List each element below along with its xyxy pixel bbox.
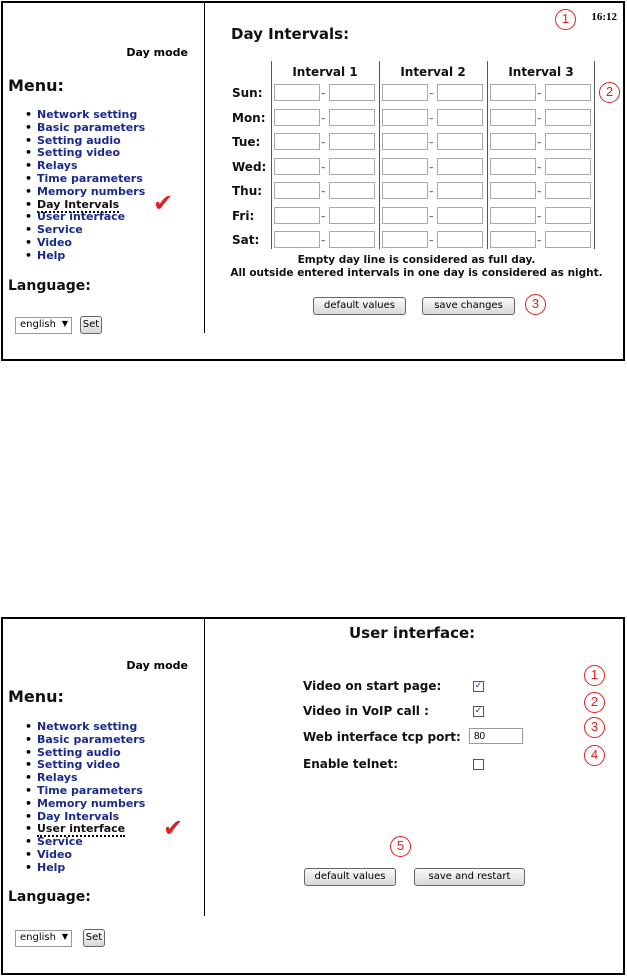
menu-item-relays[interactable]: • Relays <box>25 771 78 785</box>
user-interface-panel <box>1 617 625 975</box>
tcp-port-label: Web interface tcp port: <box>303 730 461 744</box>
interval-end-input[interactable] <box>329 207 375 224</box>
interval-end-input[interactable] <box>437 182 483 199</box>
save-and-restart-button[interactable]: save and restart <box>414 868 525 886</box>
interval-end-input[interactable] <box>545 158 591 175</box>
day-label: Thu: <box>232 184 263 198</box>
default-values-button[interactable]: default values <box>313 297 406 315</box>
interval-end-input[interactable] <box>437 109 483 126</box>
interval-start-input[interactable] <box>274 84 320 101</box>
interval-dash: – <box>321 138 326 148</box>
interval-end-input[interactable] <box>329 231 375 248</box>
day-label: Fri: <box>232 208 255 223</box>
menu-item-network-setting[interactable]: • Network setting <box>25 108 138 121</box>
telnet-checkbox[interactable] <box>473 759 484 770</box>
menu-item-basic-parameters[interactable]: • Basic parameters <box>25 732 146 746</box>
interval-end-input[interactable] <box>329 109 375 126</box>
day-intervals-panel <box>1 1 625 361</box>
video-voip-checkbox[interactable]: ✓ <box>474 706 483 716</box>
interval-end-input[interactable] <box>545 109 591 126</box>
interval-dash: – <box>429 211 434 222</box>
language-select[interactable]: english ▼ <box>15 930 72 947</box>
clock: 16:12 <box>591 11 617 23</box>
interval-end-input[interactable] <box>545 84 591 101</box>
language-set-button[interactable]: Set <box>80 316 102 334</box>
interval-dash: – <box>429 236 434 246</box>
callout-1: 1 <box>555 9 576 30</box>
interval-end-input[interactable] <box>545 133 591 150</box>
interval-start-input[interactable] <box>490 182 536 199</box>
menu-item-day-intervals[interactable]: • Day Intervals <box>25 197 120 211</box>
callout-4: 4 <box>584 745 605 766</box>
day-label: Sun: <box>232 86 263 100</box>
interval-dash: – <box>537 211 542 222</box>
menu-item-basic-parameters[interactable]: • Basic parameters <box>25 120 146 134</box>
interval-end-input[interactable] <box>437 84 483 101</box>
interval-start-input[interactable] <box>490 231 536 248</box>
grid-line <box>487 61 488 249</box>
interval-start-input[interactable] <box>490 84 536 101</box>
checkmark-icon: ✔ <box>163 814 184 842</box>
interval-end-input[interactable] <box>545 231 591 248</box>
interval-dash: – <box>537 187 542 197</box>
interval-end-input[interactable] <box>545 182 591 199</box>
day-label: Tue: <box>232 135 261 149</box>
interval-dash: – <box>321 187 326 197</box>
interval-start-input[interactable] <box>382 109 428 126</box>
mode-indicator: Day mode <box>126 46 188 59</box>
menu-item-memory-numbers[interactable]: • Memory numbers <box>25 184 146 198</box>
interval-end-input[interactable] <box>437 207 483 224</box>
callout-3: 3 <box>584 717 605 738</box>
video-start-page-checkbox[interactable]: ✓ <box>474 681 483 691</box>
interval-start-input[interactable] <box>490 207 536 224</box>
divider <box>204 619 205 916</box>
interval-start-input[interactable] <box>382 182 428 199</box>
menu-item-user-interface[interactable]: • User interface <box>25 210 126 224</box>
menu-item-relays[interactable]: • Relays <box>25 159 78 173</box>
interval-start-input[interactable] <box>274 231 320 248</box>
interval-start-input[interactable] <box>382 158 428 175</box>
video-start-page-label: Video on start page: <box>303 679 442 693</box>
interval-1-header: Interval 1 <box>292 65 358 79</box>
interval-start-input[interactable] <box>382 231 428 248</box>
language-title: Language: <box>8 278 91 294</box>
language-title: Language: <box>8 889 91 905</box>
page-title: User interface: <box>349 624 476 642</box>
menu-title: Menu: <box>8 687 64 706</box>
interval-dash: – <box>321 162 326 173</box>
save-changes-button[interactable]: save changes <box>422 297 515 315</box>
callout-2: 2 <box>599 82 620 103</box>
language-select[interactable]: english ▼ <box>15 317 72 334</box>
grid-line <box>379 61 380 249</box>
interval-dash: – <box>429 113 434 124</box>
interval-end-input[interactable] <box>329 158 375 175</box>
sidebar <box>3 3 204 359</box>
default-values-button[interactable]: default values <box>304 868 396 886</box>
interval-start-input[interactable] <box>382 133 428 150</box>
interval-start-input[interactable] <box>490 109 536 126</box>
interval-start-input[interactable] <box>382 207 428 224</box>
note-night: All outside entered intervals in one day is considered as night. <box>230 267 603 279</box>
day-label: Wed: <box>232 159 267 174</box>
callout-3: 3 <box>525 294 546 315</box>
interval-dash: – <box>321 113 326 124</box>
interval-start-input[interactable] <box>274 207 320 224</box>
tcp-port-input[interactable] <box>469 728 523 744</box>
menu-title: Menu: <box>8 76 64 95</box>
menu-list <box>25 721 145 875</box>
interval-dash: – <box>537 236 542 246</box>
sidebar <box>3 619 204 973</box>
interval-dash: – <box>429 89 434 99</box>
interval-start-input[interactable] <box>490 133 536 150</box>
interval-dash: – <box>321 211 326 222</box>
interval-3-header: Interval 3 <box>508 65 574 79</box>
callout-5: 5 <box>390 836 411 857</box>
day-label: Sat: <box>232 233 260 247</box>
chevron-down-icon: ▼ <box>61 932 68 941</box>
interval-dash: – <box>537 138 542 148</box>
menu-item-time-parameters[interactable]: • Time parameters <box>25 171 143 185</box>
interval-2-header: Interval 2 <box>400 65 466 79</box>
menu-item-service[interactable]: • Service <box>25 835 83 849</box>
interval-end-input[interactable] <box>437 158 483 175</box>
interval-end-input[interactable] <box>329 84 375 101</box>
interval-dash: – <box>537 162 542 173</box>
callout-2: 2 <box>584 692 605 713</box>
language-set-button[interactable]: Set <box>83 929 105 947</box>
page-title: Day Intervals: <box>231 25 350 43</box>
interval-dash: – <box>321 236 326 246</box>
menu-item-network-setting[interactable]: • Network setting <box>25 720 138 733</box>
menu-item-service[interactable]: • Service <box>25 223 83 237</box>
chevron-down-icon: ▼ <box>61 319 68 328</box>
menu-item-setting-video[interactable]: • Setting video <box>25 758 121 772</box>
menu-item-setting-video[interactable]: • Setting video <box>25 146 121 160</box>
interval-end-input[interactable] <box>437 231 483 248</box>
interval-end-input[interactable] <box>545 207 591 224</box>
interval-start-input[interactable] <box>274 133 320 150</box>
interval-start-input[interactable] <box>274 109 320 126</box>
video-voip-label: Video in VoIP call : <box>303 704 429 718</box>
menu-list <box>25 109 145 263</box>
menu-item-day-intervals[interactable]: • Day Intervals <box>25 809 120 823</box>
interval-dash: – <box>429 162 434 173</box>
checkmark-icon: ✔ <box>153 189 174 217</box>
menu-item-setting-audio[interactable]: • Setting audio <box>25 745 121 759</box>
menu-item-video[interactable]: • Video <box>25 235 72 249</box>
interval-start-input[interactable] <box>274 158 320 175</box>
menu-item-user-interface[interactable]: • User interface <box>25 822 126 836</box>
callout-1: 1 <box>584 665 605 686</box>
interval-start-input[interactable] <box>274 182 320 199</box>
telnet-label: Enable telnet: <box>303 757 399 771</box>
grid-line <box>594 61 595 249</box>
mode-indicator: Day mode <box>126 659 188 672</box>
interval-end-input[interactable] <box>329 182 375 199</box>
interval-end-input[interactable] <box>329 133 375 150</box>
interval-dash: – <box>537 113 542 124</box>
menu-item-time-parameters[interactable]: • Time parameters <box>25 783 143 797</box>
note-full-day: Empty day line is considered as full day. <box>297 254 536 266</box>
menu-item-help[interactable]: • Help <box>25 248 66 262</box>
day-label: Mon: <box>232 110 266 125</box>
menu-item-help[interactable]: • Help <box>25 860 66 874</box>
interval-start-input[interactable] <box>490 158 536 175</box>
divider <box>204 3 205 333</box>
grid-line <box>271 61 272 249</box>
menu-item-setting-audio[interactable]: • Setting audio <box>25 133 121 147</box>
interval-dash: – <box>537 89 542 99</box>
interval-dash: – <box>321 89 326 99</box>
interval-start-input[interactable] <box>382 84 428 101</box>
interval-end-input[interactable] <box>437 133 483 150</box>
interval-dash: – <box>429 187 434 197</box>
menu-item-video[interactable]: • Video <box>25 847 72 861</box>
menu-item-memory-numbers[interactable]: • Memory numbers <box>25 796 146 810</box>
interval-dash: – <box>429 138 434 148</box>
